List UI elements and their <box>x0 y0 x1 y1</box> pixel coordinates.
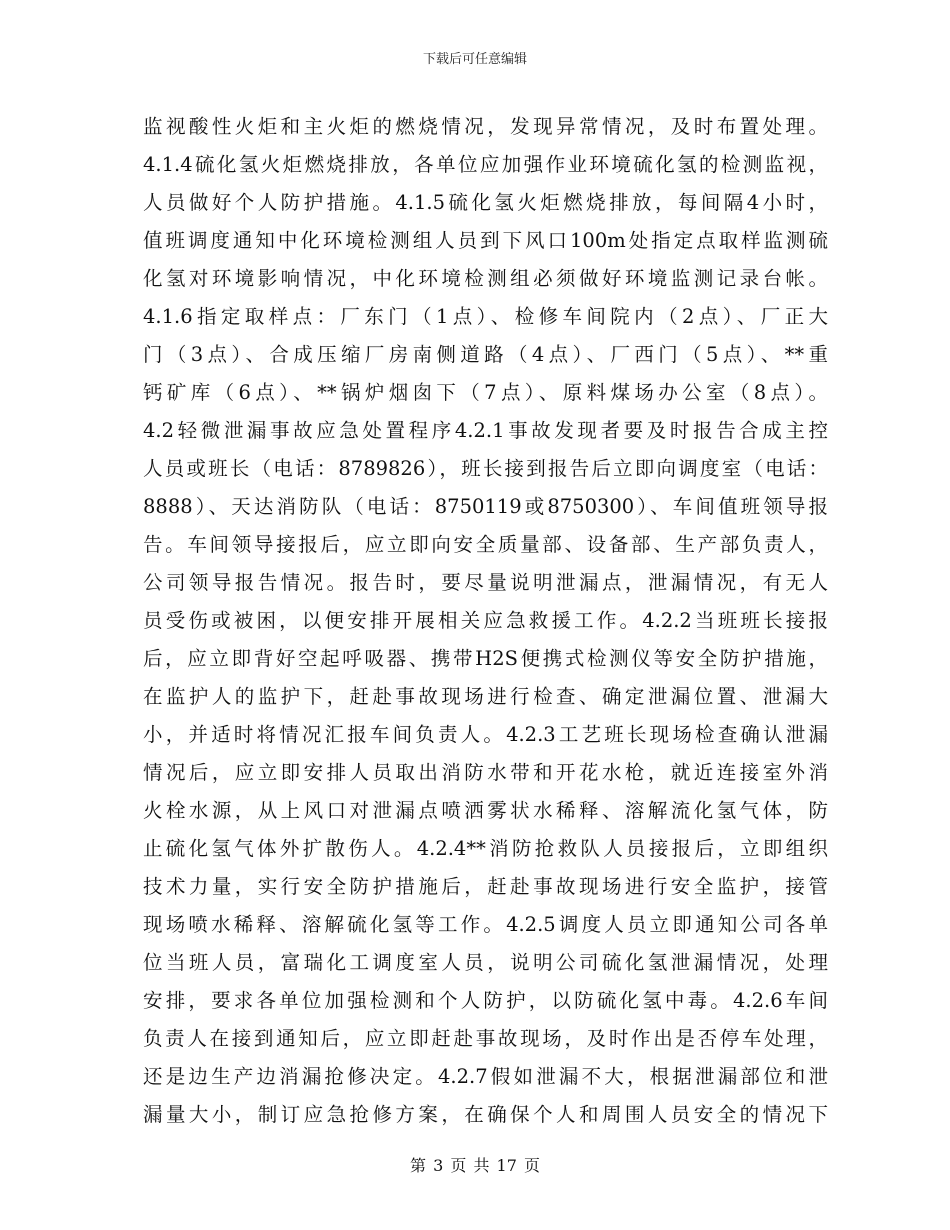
text-line: 漏量大小，制订应急抢修方案，在确保个人和周围人员安全的情况下 <box>143 1103 828 1126</box>
text-line: 4.1.4硫化氢火炬燃烧排放，各单位应加强作业环境硫化氢的检测监视， <box>143 153 828 176</box>
text-line: 火栓水源，从上风口对泄漏点喷洒雾状水稀释、溶解流化氢气体，防 <box>143 799 828 822</box>
text-line: 在监护人的监护下，赶赴事故现场进行检查、确定泄漏位置、泄漏大 <box>143 685 828 708</box>
text-line: 现场喷水稀释、溶解硫化氢等工作。4.2.5调度人员立即通知公司各单 <box>143 913 828 936</box>
text-line: 小，并适时将情况汇报车间负责人。4.2.3工艺班长现场检查确认泄漏 <box>143 723 828 746</box>
text-line: 化氢对环境影响情况，中化环境检测组必须做好环境监测记录台帐。 <box>143 267 828 290</box>
text-line: 监视酸性火炬和主火炬的燃烧情况，发现异常情况，及时布置处理。 <box>143 115 828 138</box>
text-line: 钙矿库（6点）、**锅炉烟囱下（7点）、原料煤场办公室（8点）。 <box>143 381 828 404</box>
text-line: 还是边生产边消漏抢修决定。4.2.7假如泄漏不大，根据泄漏部位和泄 <box>143 1065 828 1088</box>
text-line: 员受伤或被困，以便安排开展相关应急救援工作。4.2.2当班班长接报 <box>143 609 828 632</box>
text-line: 4.2轻微泄漏事故应急处置程序4.2.1事故发现者要及时报告合成主控 <box>143 419 828 442</box>
text-line: 8888）、天达消防队（电话：8750119或8750300）、车间值班领导报 <box>143 495 828 518</box>
text-line: 公司领导报告情况。报告时，要尽量说明泄漏点，泄漏情况，有无人 <box>143 571 828 594</box>
text-line: 告。车间领导接报后，应立即向安全质量部、设备部、生产部负责人， <box>143 533 828 556</box>
text-line: 门（3点）、合成压缩厂房南侧道路（4点）、厂西门（5点）、**重 <box>143 343 828 366</box>
text-line: 止硫化氢气体外扩散伤人。4.2.4**消防抢救队人员接报后，立即组织 <box>143 837 828 860</box>
text-line: 情况后，应立即安排人员取出消防水带和开花水枪，就近连接室外消 <box>143 761 828 784</box>
page-header-note: 下载后可任意编辑 <box>422 52 527 67</box>
text-line: 后，应立即背好空起呼吸器、携带H2S便携式检测仪等安全防护措施， <box>143 647 828 670</box>
text-line: 负责人在接到通知后，应立即赶赴事故现场，及时作出是否停车处理， <box>143 1027 828 1050</box>
text-line: 4.1.6指定取样点：厂东门（1点）、检修车间院内（2点）、厂正大 <box>143 305 828 328</box>
text-line: 人员做好个人防护措施。4.1.5硫化氢火炬燃烧排放，每间隔4小时， <box>143 191 828 214</box>
page-number: 第 3 页 共 17 页 <box>410 1156 540 1175</box>
text-line: 值班调度通知中化环境检测组人员到下风口100m处指定点取样监测硫 <box>143 229 828 252</box>
text-line: 安排，要求各单位加强检测和个人防护，以防硫化氢中毒。4.2.6车间 <box>143 989 828 1012</box>
text-line: 人员或班长（电话：8789826），班长接到报告后立即向调度室（电话： <box>143 457 828 480</box>
body-text <box>143 112 828 1138</box>
text-line: 技术力量，实行安全防护措施后，赶赴事故现场进行安全监护，接管 <box>143 875 828 898</box>
text-line: 位当班人员，富瑞化工调度室人员，说明公司硫化氢泄漏情况，处理 <box>143 951 828 974</box>
